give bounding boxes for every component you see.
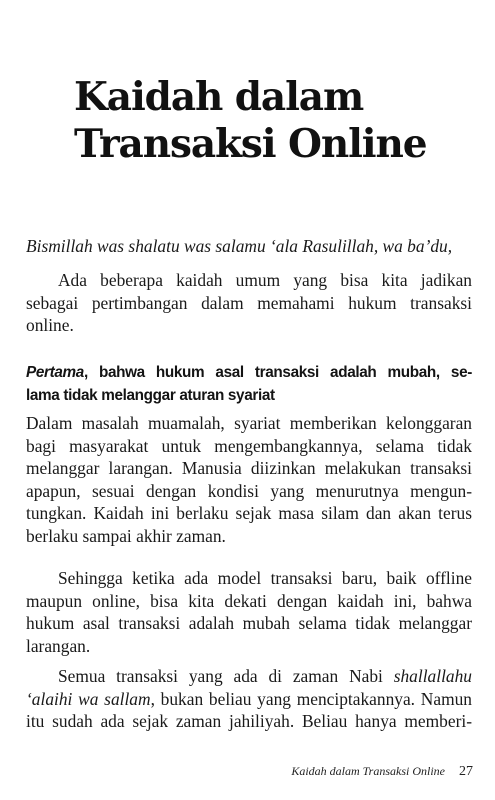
paragraph-line: melanggar larangan. Manusia diizinkan melakukan transaksi — [26, 458, 472, 478]
section-heading-line-1 — [26, 362, 472, 385]
paragraph-line: itu sudah ada sejak zaman jahiliyah. Beliau hanya memberi- — [26, 711, 472, 731]
section-heading-line-2: lama tidak melanggar aturan syariat — [26, 386, 275, 404]
intro-line: online. — [26, 315, 74, 335]
chapter-title-line-1: Kaidah dalam — [74, 74, 364, 120]
chapter-title — [74, 74, 474, 168]
paragraph-line — [26, 688, 472, 711]
paragraph-line — [26, 665, 472, 688]
paragraph-line: Sehingga ketika ada model transaksi baru, baik offline — [58, 568, 472, 588]
paragraph-1 — [26, 412, 472, 547]
paragraph-3-line-2-normal: , bukan beliau yang menciptakannya. Namun — [150, 688, 472, 709]
running-title: Kaidah dalam Transaksi Online — [291, 764, 445, 778]
paragraph-3-line-2-italic: ‘alaihi wa sallam — [26, 688, 151, 709]
opening-line: Bismillah was shalatu was salamu ‘ala Rasulillah, wa ba’du, — [26, 236, 453, 256]
paragraph-line: bagi masyarakat untuk mengembangkannya, selama tidak — [26, 435, 472, 456]
page-number: 27 — [459, 764, 473, 779]
paragraph-2 — [26, 567, 472, 657]
paragraph-line: hukum asal transaksi adalah mubah selama tidak melanggar — [26, 613, 472, 633]
paragraph-3 — [26, 665, 472, 733]
paragraph-line: larangan. — [26, 635, 91, 656]
paragraph-line: apapun, sesuai dengan kondisi yang menurutnya mengun- — [26, 480, 472, 501]
paragraph-line: maupun online, bisa kita dekati dengan kaidah ini, bahwa — [26, 590, 472, 611]
paragraph-3-line-1-italic: shallallahu — [393, 666, 472, 686]
paragraph-3-line-1-normal: Semua transaksi yang ada di zaman Nabi — [58, 666, 394, 686]
paragraph-line: berlaku sampai akhir zaman. — [26, 525, 226, 546]
page-footer — [291, 764, 473, 780]
chapter-title-line-2: Transaksi Online — [74, 121, 427, 167]
opening-salutation — [26, 235, 472, 258]
section-heading — [26, 362, 472, 407]
section-heading-lead: Pertama — [26, 364, 84, 381]
paragraph-line: tungkan. Kaidah ini berlaku sejak masa silam dan akan terus — [26, 503, 472, 523]
section-heading-line-1-rest: , bahwa hukum asal transaksi adalah mubah, se- — [83, 364, 472, 381]
intro-line: sebagai pertimbangan dalam memahami hukum transaksi — [26, 292, 472, 313]
intro-line: Ada beberapa kaidah umum yang bisa kita jadikan — [58, 270, 472, 290]
paragraph-line: Dalam masalah muamalah, syariat memberikan kelonggaran — [26, 413, 472, 433]
intro-paragraph — [26, 269, 472, 337]
